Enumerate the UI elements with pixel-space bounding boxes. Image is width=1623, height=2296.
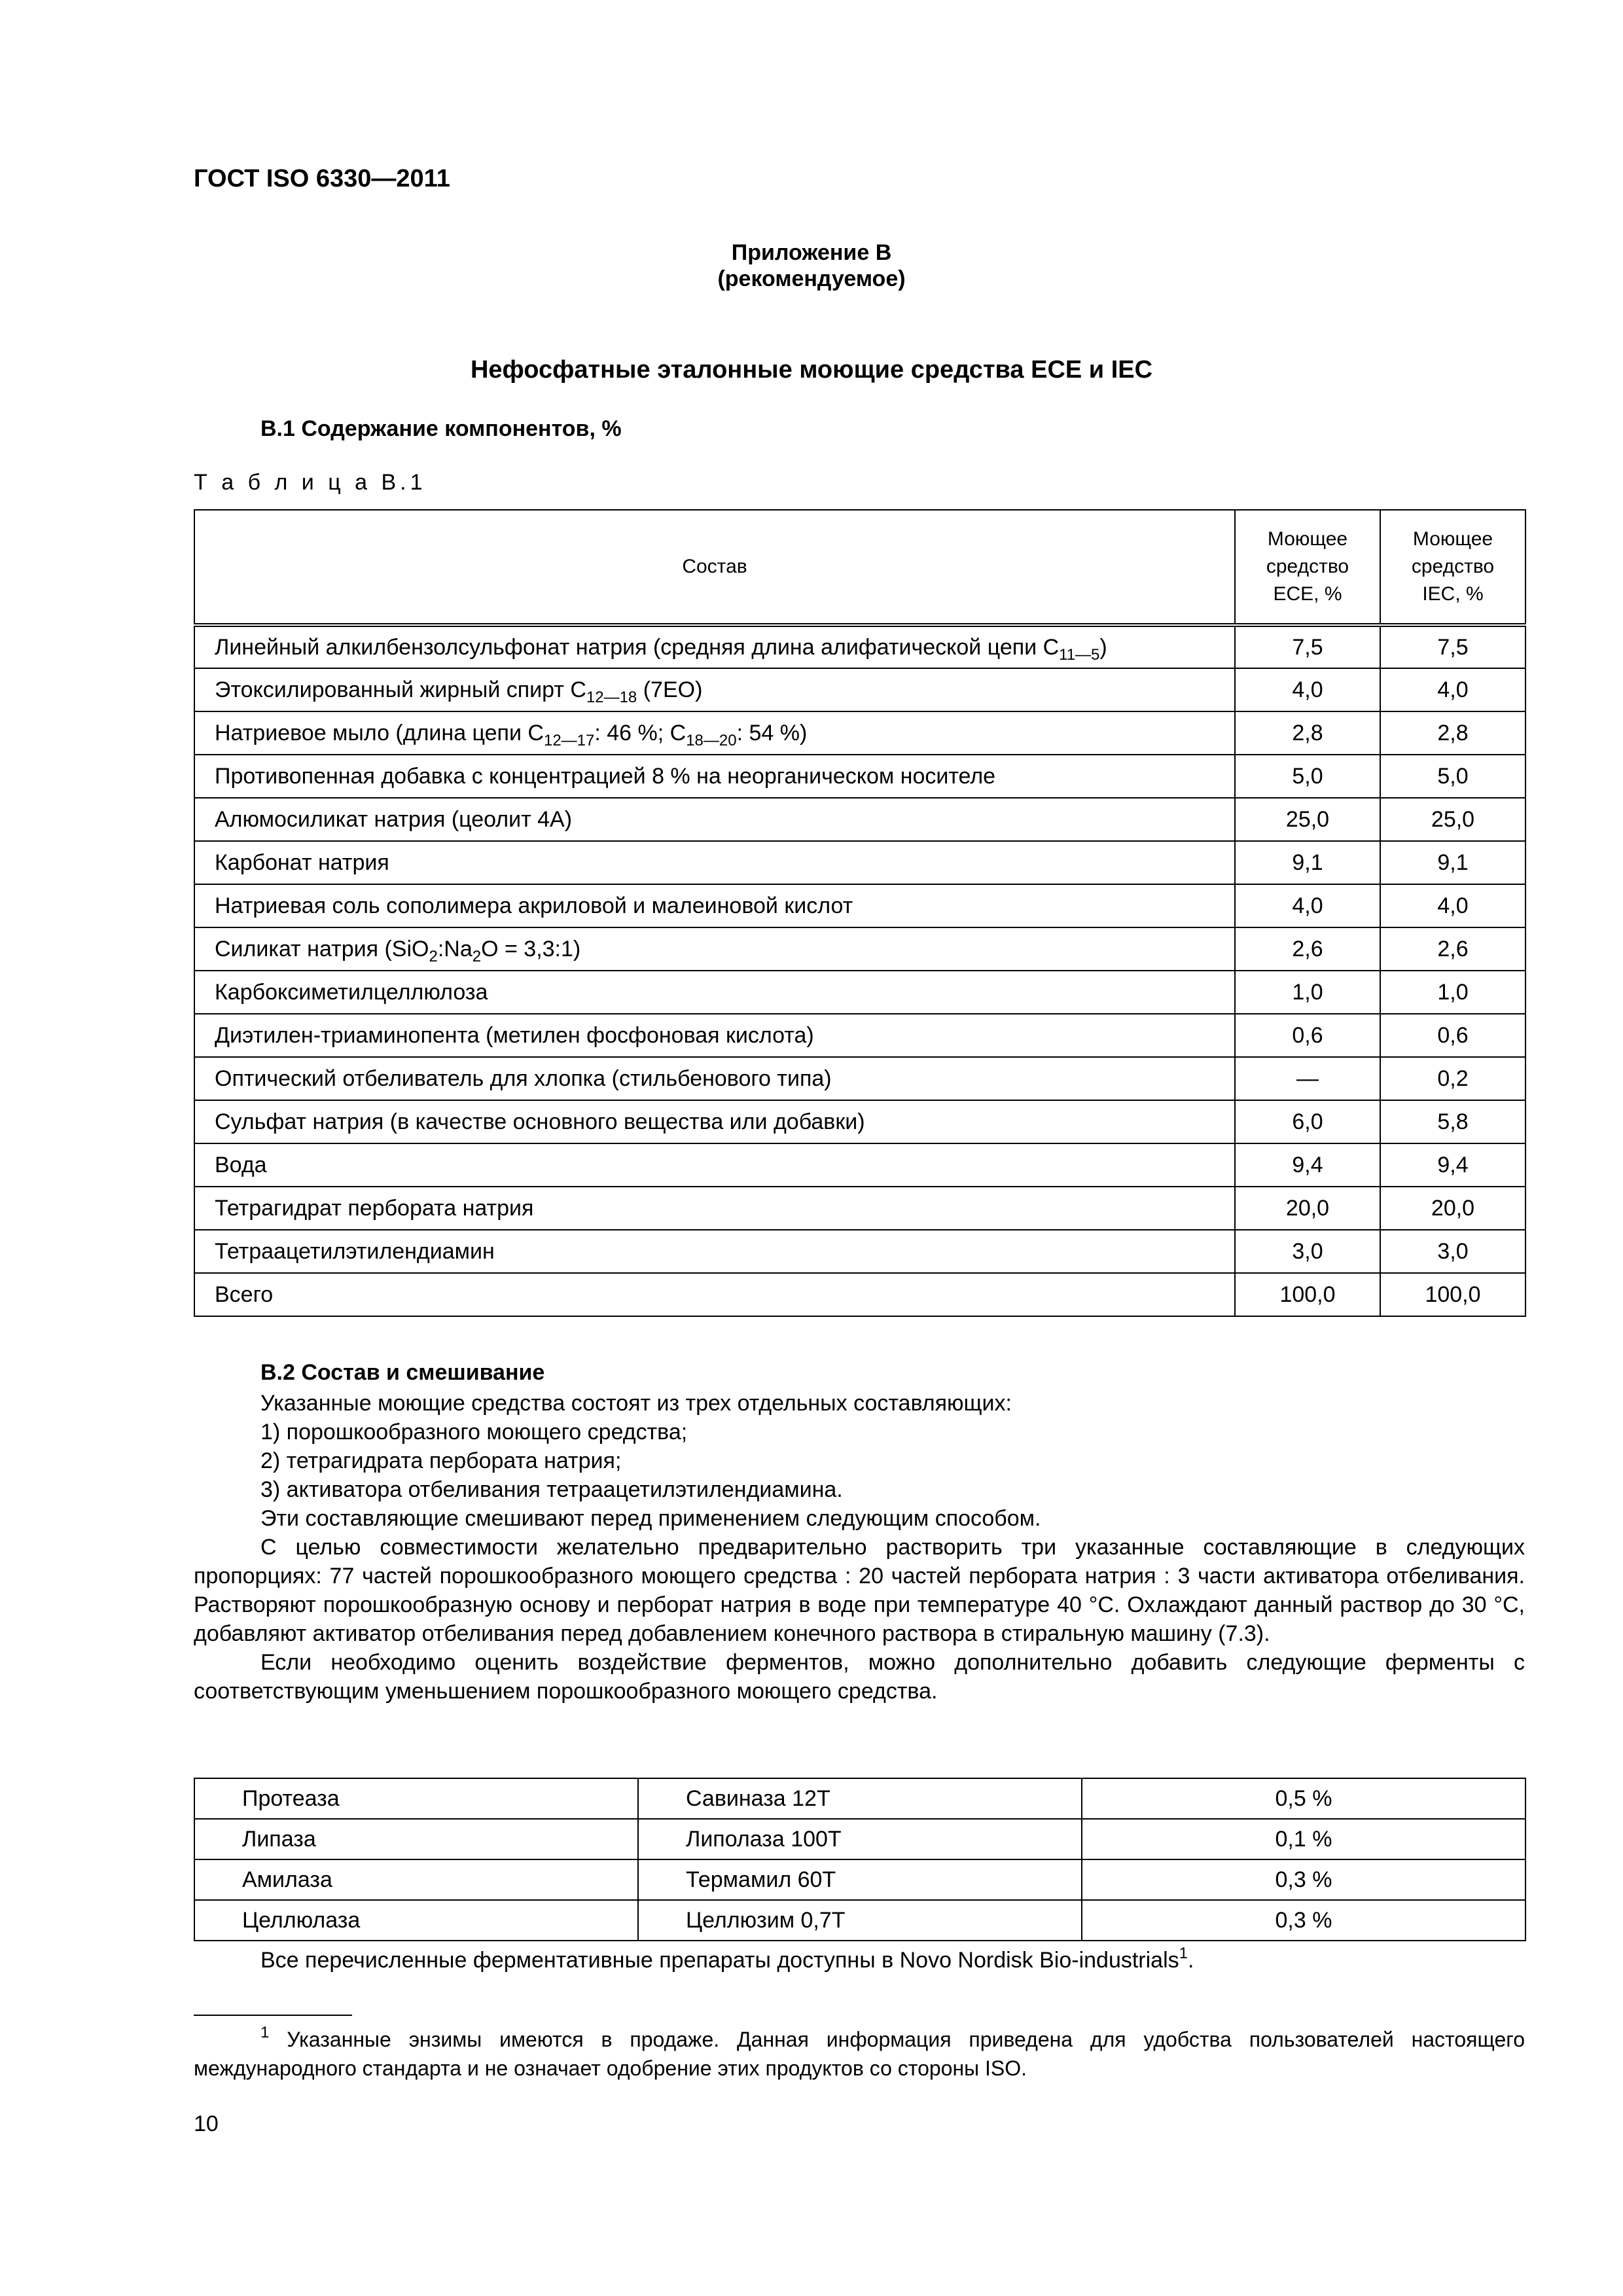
standard-header: ГОСТ ISO 6330—2011 (194, 165, 450, 192)
value-iec: 5,0 (1380, 755, 1525, 798)
value-iec: 3,0 (1380, 1230, 1525, 1273)
value-iec: 4,0 (1380, 668, 1525, 711)
value-ece: 9,1 (1235, 841, 1380, 884)
value-ece: 1,0 (1235, 971, 1380, 1014)
table-row (194, 971, 1525, 1014)
table-row (194, 927, 1525, 971)
footnote-divider (194, 2015, 352, 2016)
component-name: Линейный алкилбензолсульфонат натрия (средняя длина алифатической цепи $C_{11—5}$) (194, 625, 1235, 668)
component-name: Карбоксиметилцеллюлоза (194, 971, 1235, 1014)
value-iec: 5,8 (1380, 1100, 1525, 1143)
component-name: Сульфат натрия (в качестве основного вещества или добавки) (194, 1100, 1235, 1143)
table-row (194, 1273, 1525, 1316)
value-iec: 0,6 (1380, 1014, 1525, 1057)
value-ece: 25,0 (1235, 798, 1380, 841)
value-iec: 2,6 (1380, 927, 1525, 971)
components-table (194, 509, 1526, 1317)
enzyme-product: Липолаза 100Т (638, 1819, 1082, 1859)
enzyme-product: Целлюзим 0,7Т (638, 1900, 1082, 1941)
list-item: 2) тетрагидрата пербората натрия; (260, 1448, 622, 1473)
enzymes-table (194, 1778, 1526, 1941)
enzyme-amount: 0,3 % (1082, 1900, 1525, 1941)
value-iec: 0,2 (1380, 1057, 1525, 1100)
value-ece: 4,0 (1235, 884, 1380, 927)
table-row (194, 711, 1525, 755)
value-iec: 9,1 (1380, 841, 1525, 884)
value-iec: 4,0 (1380, 884, 1525, 927)
component-name: Алюмосиликат натрия (цеолит 4А) (194, 798, 1235, 841)
value-ece: 9,4 (1235, 1143, 1380, 1187)
value-ece: 4,0 (1235, 668, 1380, 711)
footnote: $^1$ Указанные энзимы имеются в продаже. Данная информация приведена для удобства пользователей настоящего международного стандарта и не означает одобрение этих продуктов со стороны ISO. (194, 2024, 1525, 2080)
annex-title: Приложение В (731, 240, 892, 265)
value-ece: 100,0 (1235, 1273, 1380, 1316)
component-name: Карбонат натрия (194, 841, 1235, 884)
footnote-ref[interactable]: 1 (1179, 1945, 1188, 1962)
table-row (194, 884, 1525, 927)
paragraph: Эти составляющие смешивают перед применением следующим способом. (260, 1506, 1041, 1531)
value-ece: 5,0 (1235, 755, 1380, 798)
component-name: Натриевое мыло (длина цепи $C_{12—17}$: 46 %; $C_{18—20}$: 54 %) (194, 711, 1235, 755)
page-number: 10 (194, 2111, 219, 2136)
enzyme-row (194, 1778, 1525, 1819)
enzyme-amount: 0,5 % (1082, 1778, 1525, 1819)
enzyme-enzyme: Протеаза (194, 1778, 638, 1819)
value-iec: 9,4 (1380, 1143, 1525, 1187)
enzyme-row (194, 1900, 1525, 1941)
value-ece: 2,6 (1235, 927, 1380, 971)
header-ece: Моющее средство ЕСЕ, % (1235, 510, 1380, 625)
enzyme-enzyme: Целлюлаза (194, 1900, 638, 1941)
table-header-row (194, 510, 1525, 625)
value-ece: 20,0 (1235, 1187, 1380, 1230)
component-name: Натриевая соль сополимера акриловой и малеиновой кислот (194, 884, 1235, 927)
section2-body (194, 1389, 1525, 1706)
value-ece: 6,0 (1235, 1100, 1380, 1143)
table-row (194, 625, 1525, 668)
paragraph: С целью совместимости желательно предварительно растворить три указанные составляющие в следующих пропорциях: 77 частей порошкообразного моющего средства : 20 частей пербората натрия : 3 части активатора отбеливания. Растворяют порошкообразную основу и перборат натрия в воде при температуре 40 °С. Охлаждают данный раствор до 30 °С, добавляют активатор отбеливания перед добавлением конечного раствора в стиральную машину (7.3). (194, 1535, 1525, 1646)
enzymes-availability-note: Все перечисленные ферментативные препараты доступны в Novo Nordisk Bio-industrials$^1$. (260, 1945, 1194, 1973)
value-ece: 3,0 (1235, 1230, 1380, 1273)
section-heading-b2: В.2 Состав и смешивание (260, 1360, 545, 1385)
value-ece: 2,8 (1235, 711, 1380, 755)
value-iec: 7,5 (1380, 625, 1525, 668)
value-iec: 20,0 (1380, 1187, 1525, 1230)
table-row (194, 755, 1525, 798)
component-name: Диэтилен-триаминопента (метилен фосфоновая кислота) (194, 1014, 1235, 1057)
table-row (194, 1230, 1525, 1273)
component-name: Этоксилированный жирный спирт $C_{12—18}$ (7EO) (194, 668, 1235, 711)
component-name: Всего (194, 1273, 1235, 1316)
list-item: 1) порошкообразного моющего средства; (260, 1420, 688, 1444)
enzyme-enzyme: Липаза (194, 1819, 638, 1859)
enzyme-product: Термамил 60Т (638, 1859, 1082, 1900)
enzyme-row (194, 1859, 1525, 1900)
component-name: Тетраацетилэтилендиамин (194, 1230, 1235, 1273)
page-title: Нефосфатные эталонные моющие средства ЕСЕ и IEC (470, 356, 1153, 384)
component-name: Тетрагидрат пербората натрия (194, 1187, 1235, 1230)
table-row (194, 1187, 1525, 1230)
enzyme-product: Савиназа 12Т (638, 1778, 1082, 1819)
list-item: 3) активатора отбеливания тетраацетилэтилендиамина. (260, 1477, 843, 1502)
component-name: Оптический отбеливатель для хлопка (стильбенового типа) (194, 1057, 1235, 1100)
component-name: Силикат натрия ($SiO_2:Na_2O$ = 3,3:1) (194, 927, 1235, 971)
enzyme-row (194, 1819, 1525, 1859)
table-row (194, 1057, 1525, 1100)
table-row (194, 841, 1525, 884)
component-name: Вода (194, 1143, 1235, 1187)
table-row (194, 668, 1525, 711)
value-iec: 100,0 (1380, 1273, 1525, 1316)
enzyme-amount: 0,3 % (1082, 1859, 1525, 1900)
table-row (194, 1143, 1525, 1187)
table-row (194, 798, 1525, 841)
section-heading-b1: В.1 Содержание компонентов, % (260, 416, 622, 441)
enzyme-enzyme: Амилаза (194, 1859, 638, 1900)
value-iec: 25,0 (1380, 798, 1525, 841)
component-name: Противопенная добавка с концентрацией 8 % на неорганическом носителе (194, 755, 1235, 798)
table-caption: Т а б л и ц а В.1 (194, 470, 427, 495)
value-iec: 1,0 (1380, 971, 1525, 1014)
enzyme-amount: 0,1 % (1082, 1819, 1525, 1859)
value-iec: 2,8 (1380, 711, 1525, 755)
table-row (194, 1014, 1525, 1057)
value-ece: 7,5 (1235, 625, 1380, 668)
value-ece: 0,6 (1235, 1014, 1380, 1057)
table-row (194, 1100, 1525, 1143)
footnote-mark: 1 (260, 2024, 270, 2041)
header-composition: Состав (194, 510, 1235, 625)
annex-subtitle: (рекомендуемое) (717, 266, 906, 291)
value-ece: — (1235, 1057, 1380, 1100)
paragraph: Указанные моющие средства состоят из трех отдельных составляющих: (260, 1391, 1012, 1416)
paragraph: Если необходимо оценить воздействие ферментов, можно дополнительно добавить следующие ферменты с соответствующим уменьшением порошкообразного моющего средства. (194, 1650, 1525, 1704)
header-iec: Моющее средство IEC, % (1380, 510, 1525, 625)
